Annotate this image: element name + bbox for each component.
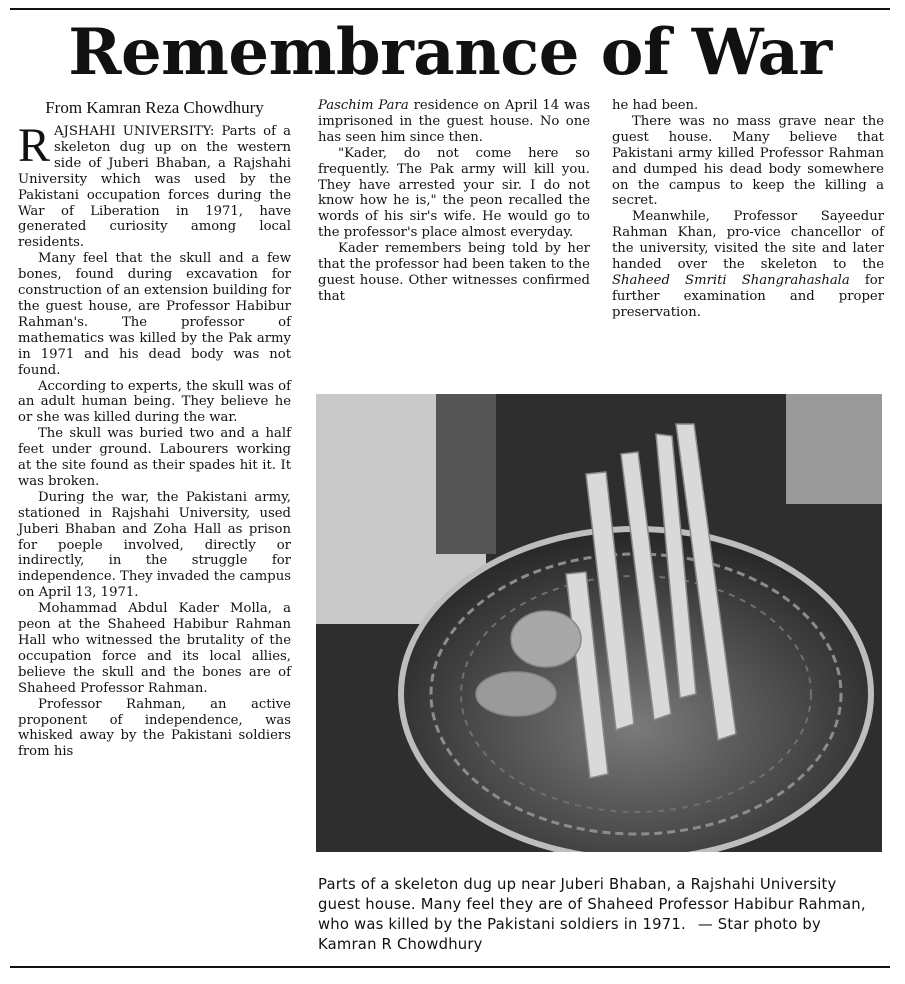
photo-caption (318, 875, 880, 955)
drop-cap: R (18, 119, 51, 172)
paragraph: During the war, the Pakistani army, stationed in Rajshahi University, used Juberi Bhaban and Zoha Hall as prison for poeple involved, directly or indirectly, in the struggle for independence. They invaded the campus on April 13, 1971. (18, 489, 291, 601)
paragraph: Many feel that the skull and a few bones, found during excavation for construction of an extension building for the guest house, are Professor Habibur Rahman's. The professor of mathematics was killed by the Pak army in 1971 and his dead body was not found. (18, 251, 291, 378)
paragraph: Mohammad Abdul Kader Molla, a peon at the Shaheed Habibur Rahman Hall who witnessed the brutality of the occupation force and its local allies, believe the skull and the bones are of Shaheed Professor Rahman. (18, 601, 291, 696)
paragraph: he had been. (612, 98, 699, 113)
column-1 (18, 98, 291, 760)
lead-paragraph: RAJSHAHI UNIVERSITY: Parts of a skeleton dug up on the western side of Juberi Bhaban, a Rajshahi University which was used by the Pakistani occupation forces during the War of Liberation in 1971, have generated curiosity among local residents. (18, 119, 291, 251)
skeleton-photo (316, 394, 882, 852)
caption-text: Parts of a skeleton dug up near Juberi Bhaban, a Rajshahi University guest house. Many feel they are of Shaheed Professor Habibur Rahman, who was killed by the Pakistani soldiers in 1971. (318, 876, 866, 933)
museum-name-italic: Shaheed Smriti Shangrahashala (612, 272, 850, 288)
paragraph: There was no mass grave near the guest house. Many believe that Pakistani army killed Professor Rahman and dumped his dead body somewhere on the campus to keep the killing a secret. (612, 113, 884, 209)
paragraph: Kader remembers being told by her that the professor had been taken to the guest house. Other witnesses confirmed that (318, 241, 590, 304)
byline: From Kamran Reza Chowdhury (45, 98, 264, 117)
bottom-rule (10, 966, 890, 968)
headline: Remembrance of War (68, 15, 832, 90)
paragraph: Professor Rahman, an active proponent of independence, was whisked away by the Pakistani soldiers from his (18, 696, 291, 760)
place-name-italic: Paschim Para (318, 98, 409, 113)
paragraph: Meanwhile, Professor Sayeedur Rahman Khan, pro-vice chancellor of the university, visited the site and later handed over the skeleton to the Shaheed Smriti Shangrahashala for further examination and proper preservation. (612, 209, 884, 320)
paragraph: The skull was buried two and a half feet under ground. Labourers working at the site found as their spades hit it. It was broken. (18, 426, 291, 489)
paragraph: According to experts, the skull was of an adult human being. They believe he or she was killed during the war. (18, 378, 291, 426)
column-2 (318, 98, 590, 305)
column-3 (612, 98, 884, 321)
paragraph: Paschim Para residence on April 14 was imprisoned in the guest house. No one has seen him since then. (318, 98, 591, 145)
paragraph: "Kader, do not come here so frequently. The Pak army will kill you. They have arrested your sir. I do not know how he is," the peon recalled the words of his sir's wife. He would go to the professor's place almost everyday. (318, 145, 590, 241)
photo-credit: — Star photo by Kamran R Chowdhury (318, 916, 821, 953)
